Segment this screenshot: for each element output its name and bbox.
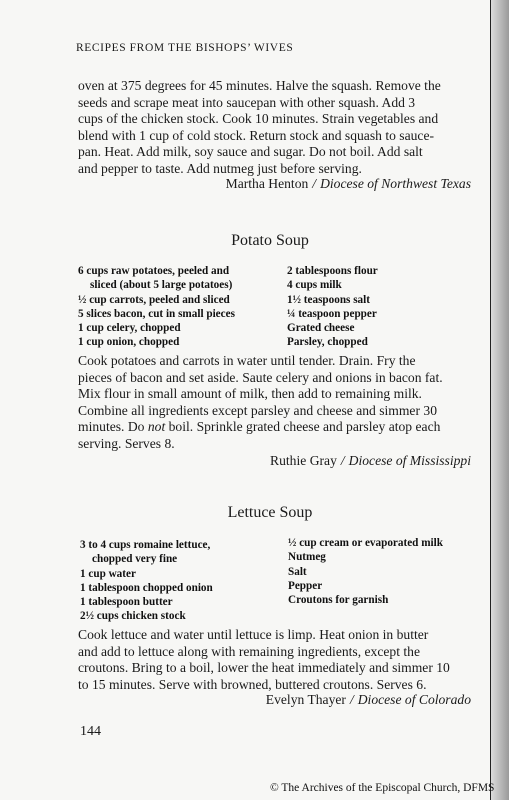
- author-name: Ruthie Gray: [270, 453, 337, 468]
- text-line: oven at 375 degrees for 45 minutes. Halve the squash. Remove the: [78, 78, 441, 93]
- ingredient-item: Salt: [288, 565, 307, 578]
- text-line: pan. Heat. Add milk, soy sauce and sugar. Do not boil. Add salt: [78, 144, 423, 160]
- attribution-separator: /: [349, 692, 354, 707]
- text-line: blend with 1 cup of cold stock. Return stock and squash to sauce-: [78, 127, 435, 143]
- text-line: cups of the chicken stock. Cook 10 minutes. Strain vegetables and: [78, 111, 439, 127]
- text-line: Mix flour in small amount of milk, then add to remaining milk.: [78, 386, 422, 402]
- lettuce-ingredients-right: [288, 536, 443, 607]
- ingredient-item: ¼ teaspoon pepper: [287, 307, 377, 320]
- text-line: serving. Serves 8.: [78, 435, 175, 451]
- ingredient-item: ½ cup cream or evaporated milk: [288, 537, 443, 549]
- ingredient-item: ½ cup carrots, peeled and sliced: [78, 293, 230, 306]
- author-name: Martha Henton: [225, 176, 309, 191]
- ingredient-item: 2½ cups chicken stock: [80, 610, 186, 623]
- lettuce-soup-directions: [78, 627, 470, 693]
- diocese-name: Diocese of Colorado: [357, 692, 471, 707]
- lettuce-ingredients-left: [80, 538, 213, 624]
- text-segment: boil. Sprinkle grated cheese and parsley atop each: [165, 419, 441, 435]
- text-line: Combine all ingredients except parsley and cheese and simmer 30: [78, 402, 437, 418]
- ingredient-item: Parsley, chopped: [287, 336, 368, 349]
- ingredient-item: 1 tablespoon butter: [80, 596, 173, 609]
- ingredient-item: 5 slices bacon, cut in small pieces: [78, 307, 235, 320]
- potato-ingredients-left: [78, 264, 235, 350]
- ingredient-item: sliced (about 5 large potatoes): [90, 279, 233, 292]
- ingredient-item: Croutons for garnish: [288, 594, 389, 607]
- continued-directions: [78, 78, 470, 178]
- ingredient-item: Nutmeg: [288, 551, 326, 564]
- page-edge-shadow: [491, 0, 509, 800]
- recipe-title-lettuce-soup: Lettuce Soup: [227, 504, 313, 521]
- author-name: Evelyn Thayer: [265, 692, 346, 707]
- ingredient-item: 4 cups milk: [287, 279, 342, 292]
- recipe-title-potato-soup: Potato Soup: [231, 232, 309, 249]
- text-line: [78, 419, 470, 436]
- ingredient-item: 3 to 4 cups romaine lettuce,: [80, 539, 211, 551]
- diocese-name: Diocese of Mississippi: [348, 453, 471, 468]
- text-line: to 15 minutes. Serve with browned, buttered croutons. Serves 6.: [78, 676, 427, 692]
- text-line: seeds and scrape meat into saucepan with other squash. Add 3: [78, 94, 416, 110]
- ingredient-item: Grated cheese: [287, 322, 355, 335]
- ingredient-item: chopped very fine: [92, 553, 178, 566]
- text-line: Cook potatoes and carrots in water until tender. Drain. Fry the: [78, 353, 416, 368]
- ingredient-item: 2 tablespoons flour: [287, 265, 378, 277]
- ingredient-item: 1 cup onion, chopped: [78, 336, 180, 349]
- attribution-separator: /: [340, 453, 345, 468]
- ingredient-item: 1 cup water: [80, 567, 136, 580]
- ingredient-item: 1 tablespoon chopped onion: [80, 581, 213, 594]
- text-line: Cook lettuce and water until lettuce is limp. Heat onion in butter: [78, 627, 429, 642]
- text-line: croutons. Bring to a boil, lower the heat immediately and simmer 10: [78, 660, 450, 676]
- text-line: pieces of bacon and set aside. Saute celery and onions in bacon fat.: [78, 369, 443, 385]
- ingredient-item: 6 cups raw potatoes, peeled and: [78, 265, 230, 277]
- copyright-notice: © The Archives of the Episcopal Church, DFMS: [270, 782, 495, 794]
- text-line: and add to lettuce along with remaining ingredients, except the: [78, 643, 421, 659]
- running-head: RECIPES FROM THE BISHOPS’ WIVES: [76, 42, 294, 54]
- ingredient-item: 1½ teaspoons salt: [287, 293, 370, 306]
- ingredient-item: Pepper: [288, 579, 323, 592]
- attribution-separator: /: [312, 176, 317, 191]
- page-number: 144: [80, 724, 101, 739]
- ingredient-item: 1 cup celery, chopped: [78, 322, 181, 335]
- attribution-martha-henton: [226, 176, 471, 192]
- attribution-evelyn-thayer: [266, 692, 471, 708]
- potato-soup-directions: [78, 353, 470, 453]
- emphasis-not: not: [147, 419, 166, 435]
- potato-ingredients-right: [287, 264, 378, 350]
- text-segment: minutes. Do: [78, 419, 148, 435]
- attribution-ruthie-gray: [270, 453, 471, 469]
- diocese-name: Diocese of Northwest Texas: [320, 176, 471, 191]
- text-line: and pepper to taste. Add nutmeg just before serving.: [78, 160, 362, 176]
